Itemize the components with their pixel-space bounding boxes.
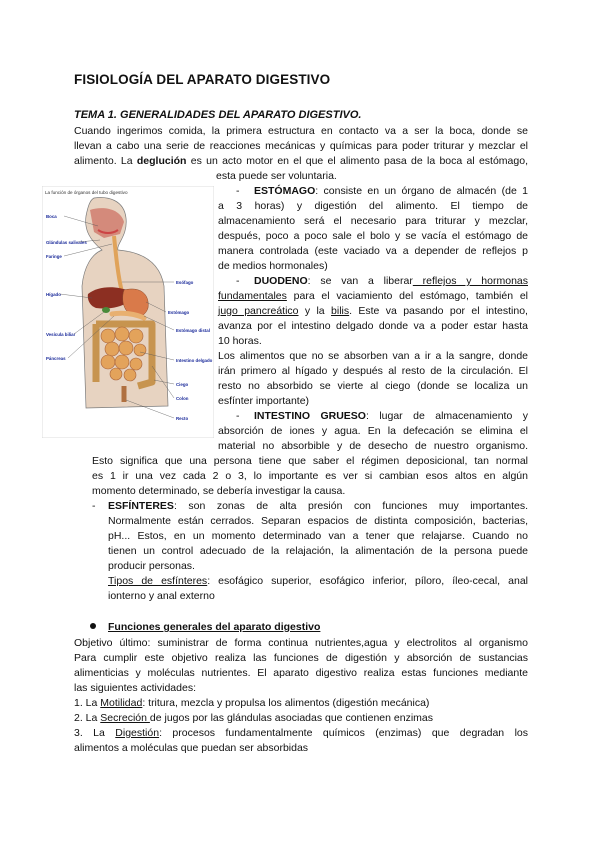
figure-label-vesicula: Vesícula biliar — [46, 332, 76, 337]
figure-label-recto: Recto — [176, 416, 189, 421]
figure-label-colon: Colon — [176, 396, 189, 401]
term-esfinteres: ESFÍNTERES — [108, 500, 174, 512]
term-duodeno: DUODENO — [254, 275, 308, 287]
grueso-line-5: es 1 ir una vez cada 2 o 3, lo importante es ver si cambian esos altos en algún — [92, 470, 528, 482]
esfinteres-line-1-text: : son zonas de alta presión con funciones muy importantes. — [173, 500, 528, 512]
figure-label-estomago-distal: Estómago distal — [176, 328, 210, 333]
figure-label-higado: Hígado — [46, 292, 61, 297]
duodeno-line-2-a: fundamentales — [218, 290, 287, 302]
term-secrecion: Secreción — [100, 712, 150, 724]
estomago-line-2: a 3 horas) y digestión del alimento. El tiempo de — [218, 200, 528, 212]
gallbladder-shape — [102, 307, 110, 313]
list-item-3-text: : procesos fundamentalmente químicos (enzimas) que degradan los — [159, 727, 528, 739]
list-item-2-num: 2. La — [74, 712, 101, 724]
bullet-dash-esfinteres: - — [92, 500, 96, 512]
estomago-line-1 — [254, 184, 528, 198]
list-item-3-num: 3. La — [74, 727, 116, 739]
figure-label-pancreas: Páncreas — [46, 356, 66, 361]
funciones-line-4: las siguientes actividades: — [74, 682, 196, 694]
funciones-line-2: Para cumplir este objetivo realiza las funciones de digestión y absorción de sustancias — [74, 652, 528, 664]
section-heading-funciones: Funciones generales del aparato digestivo — [108, 621, 321, 633]
tipos-line-2: ionterno y anal externo — [108, 590, 215, 602]
esfinteres-line-4: tienen un control adecuado de la relajación, la alimentación de la persona puede — [108, 545, 528, 557]
term-estomago: ESTÓMAGO — [254, 185, 316, 197]
list-item-1-text: : tritura, mezcla y propulsa los alimentos (digestión mecánica) — [142, 697, 430, 709]
sangre-line-2: irán primero al hígado y después al resto de la circulación. El — [218, 365, 528, 377]
list-item-1-num: 1. La — [74, 697, 101, 709]
grueso-line-1 — [254, 409, 528, 423]
bullet-dash-estomago: - — [236, 185, 240, 197]
duodeno-line-1-b: reflejos y hormonas — [412, 275, 528, 287]
intro-line-4: esta puede ser voluntaria. — [216, 170, 337, 182]
grueso-line-3: material no absorbible y de desecho de nuestro organismo. — [218, 440, 528, 452]
figure-label-faringe: Faringe — [46, 254, 62, 259]
section-heading-tema-1: TEMA 1. GENERALIDADES DEL APARATO DIGESTIVO. — [74, 109, 362, 121]
duodeno-line-3 — [218, 304, 528, 318]
figure-label-intestino: Intestino delgado — [176, 358, 213, 363]
bullet-dash-intestino-grueso: - — [236, 410, 240, 422]
list-item-digestion-line-2: alimentos a moléculas que puedan ser absorbidas — [74, 742, 309, 754]
list-item-motilidad — [74, 696, 429, 710]
funciones-line-1: Objetivo último: suministrar de forma continua nutrientes,agua y electrolitos al organismo — [74, 637, 528, 649]
term-motilidad: Motilidad — [100, 697, 143, 709]
estomago-line-6: de medios hormonales) — [218, 260, 328, 272]
grueso-line-6: momento determinado, se debería investigar la causa. — [92, 485, 346, 497]
esfinteres-line-3: pH... Estos, en un momento determinado van a tener que relajarse. Cuando no — [108, 530, 528, 542]
grueso-line-1-text: : lugar de almacenamiento y — [365, 410, 528, 422]
figure-label-boca: Boca — [46, 214, 57, 219]
esfinteres-line-1 — [108, 499, 528, 513]
intro-line-3 — [74, 154, 528, 168]
duodeno-line-4: avanza por el intestino delgado donde va a poder estar hasta — [218, 320, 528, 332]
page-title: FISIOLOGÍA DEL APARATO DIGESTIVO — [74, 72, 331, 87]
term-jugo-pancreatico: jugo pancreático — [218, 305, 299, 317]
estomago-line-3: almacenamiento será el necesario para triturar y mezclar, — [218, 215, 528, 227]
estomago-line-1-text: : consiste en un órgano de almacén (de 1 — [315, 185, 528, 197]
figure-caption: La función de órganos del tubo digestivo — [45, 190, 128, 195]
duodeno-line-1-a: : se van a liberar — [307, 275, 413, 287]
figure-label-ciego: Ciego — [176, 382, 189, 387]
term-intestino-grueso: INTESTINO GRUESO — [254, 410, 366, 422]
intro-line-3-a: alimento. La — [74, 155, 137, 167]
estomago-line-4: después, poco a poco sale el bolo y se vacía el estómago de — [218, 230, 528, 242]
figure-label-estomago: Estómago — [168, 310, 190, 315]
tipos-line-1 — [108, 574, 528, 588]
duodeno-line-1 — [254, 274, 528, 288]
term-tipos-esfinteres: Tipos de esfínteres — [108, 575, 208, 587]
sangre-line-3: resto no absorbido se vierte al ciego (donde se localiza un — [218, 380, 528, 392]
figure-label-esofago: Esófago — [176, 280, 194, 285]
sangre-line-4: esfínter importante) — [218, 395, 310, 407]
esfinteres-line-5: producir personas. — [108, 560, 195, 572]
list-item-digestion — [74, 726, 528, 740]
sangre-line-1: Los alimentos que no se absorben van a ir a la sangre, donde — [218, 350, 528, 362]
list-item-2-text: de jugos por las glándulas asociadas que contienen enzimas — [149, 712, 433, 724]
estomago-line-5: manera controlada (este vaciado va a depender de reflejos p — [218, 245, 528, 257]
list-item-secrecion — [74, 711, 433, 725]
term-digestion: Digestión — [115, 727, 160, 739]
intro-line-3-c: es un acto motor en el que el alimento pasa de la boca al estómago, — [186, 155, 528, 167]
figure-label-glandulas: Glándulas salivales — [46, 240, 87, 245]
term-deglucion: deglución — [136, 155, 187, 167]
duodeno-line-2-b: para el vaciamiento del estómago, también el — [286, 290, 528, 302]
bullet-dash-duodeno: - — [236, 275, 240, 287]
funciones-line-3: alimenticias y moléculas nutrientes. El aparato digestivo realiza estas funciones mediante — [74, 667, 528, 679]
grueso-line-4: Esto significa que una persona tiene que saber el régimen deposicional, tan normal — [92, 455, 528, 467]
tipos-line-1-text: : esofágico superior, esofágico inferior, píloro, íleo-cecal, anal — [207, 575, 528, 587]
bullet-dot-funciones — [90, 623, 96, 629]
grueso-line-2: absorción de iones y agua. En la defecación se elimina el — [218, 425, 528, 437]
duodeno-line-5: 10 horas. — [218, 335, 262, 347]
esfinteres-line-2: Normalmente están cerrados. Separan espacios de distinta composición, bacterias, — [108, 515, 528, 527]
digestive-system-figure — [42, 186, 214, 438]
term-bilis: bilis — [331, 305, 350, 317]
duodeno-line-3-d: . Este va pasando por el intestino, — [349, 305, 528, 317]
intro-line-1: Cuando ingerimos comida, la primera estructura en contacto va a ser la boca, donde se — [74, 125, 528, 137]
intro-line-2: llevan a cabo una serie de reacciones mecánicas y químicas para poder triturar y mezclar el — [74, 140, 528, 152]
duodeno-line-2 — [218, 289, 528, 303]
duodeno-line-3-b: y la — [298, 305, 332, 317]
